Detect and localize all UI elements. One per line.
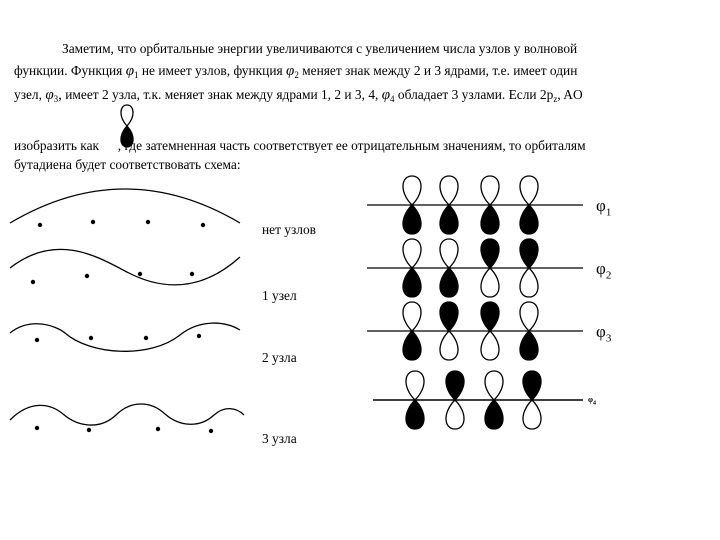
phi-4-symbol: [382, 87, 395, 103]
nuclei-dots-2: [31, 272, 194, 284]
phi-glyph: φ: [588, 395, 593, 404]
mo-label-phi2: [596, 259, 611, 281]
phi-1-symbol: [126, 63, 139, 79]
phi-index: 3: [605, 332, 612, 345]
text-segment: AO: [563, 87, 583, 102]
wave-three-nodes: [10, 404, 244, 425]
phi-glyph: φ: [596, 196, 606, 215]
phi-index: 3: [53, 94, 59, 104]
caption-three-nodes: 3 узла: [262, 431, 297, 446]
text-segment: узел,: [14, 87, 42, 102]
nuclei-dots-4: [35, 426, 213, 433]
text-segment: , где затемненная часть соответствует ее отрицательным значениям, то орбиталям: [117, 138, 586, 153]
text-segment: обладает 3 узлами. Если 2p: [397, 87, 554, 102]
phi-glyph: φ: [125, 63, 135, 79]
text-segment: меняет знак между 2 и 3 ядрами, т.е. имеет один: [302, 63, 578, 78]
wave-two-nodes: [10, 323, 240, 351]
mo-label-phi3: [596, 322, 611, 344]
phi-glyph: φ: [286, 63, 295, 79]
text-segment: изобразить как: [14, 138, 100, 153]
wave-one-node: [10, 249, 240, 285]
phi-glyph: φ: [596, 259, 606, 278]
phi-index: 4: [390, 94, 395, 104]
mo-label-phi4: [588, 395, 596, 407]
phi-index: 1: [605, 206, 612, 219]
nuclei-dots-1: [38, 220, 205, 227]
phi-index: 1: [134, 70, 139, 80]
wave-diagrams: [0, 185, 260, 465]
paragraph-line-4: [14, 138, 586, 154]
caption-two-nodes: 2 узла: [262, 350, 297, 365]
text-segment: бутадиена будет соответствовать схема:: [14, 157, 241, 172]
text-segment: не имеет узлов, функция: [141, 63, 283, 78]
phi-index: 2: [294, 70, 299, 80]
wave-no-nodes: [10, 189, 240, 223]
phi-2-symbol: [286, 63, 299, 79]
phi-glyph: φ: [381, 87, 391, 103]
text-segment: функции. Функция: [14, 63, 123, 78]
text-segment: имеет 2 узла, т.к. меняет знак между ядрами 1, 2 и 3, 4,: [65, 87, 379, 102]
paragraph-line-2: [14, 63, 577, 83]
pz-subscript: z: [553, 94, 558, 104]
phi-glyph: φ: [596, 322, 606, 341]
phi-3-symbol: [45, 87, 62, 103]
paragraph-line-1-text: Заметим, что орбитальные энергии увеличиваются с увеличением числа узлов у волновой: [62, 41, 578, 56]
caption-no-nodes: нет узлов: [262, 222, 316, 237]
mo-orbital-diagrams: [365, 175, 605, 435]
caption-one-node: 1 узел: [262, 288, 297, 303]
phi-glyph: φ: [45, 87, 54, 103]
comma: ,: [58, 87, 62, 103]
paragraph-line-5: [14, 157, 241, 173]
paragraph-line-3: [14, 87, 583, 107]
paragraph-line-1: [62, 41, 577, 57]
phi-index: 4: [593, 400, 596, 407]
comma: ,: [557, 87, 561, 102]
phi-index: 2: [605, 269, 612, 282]
mo-label-phi1: [596, 196, 611, 218]
